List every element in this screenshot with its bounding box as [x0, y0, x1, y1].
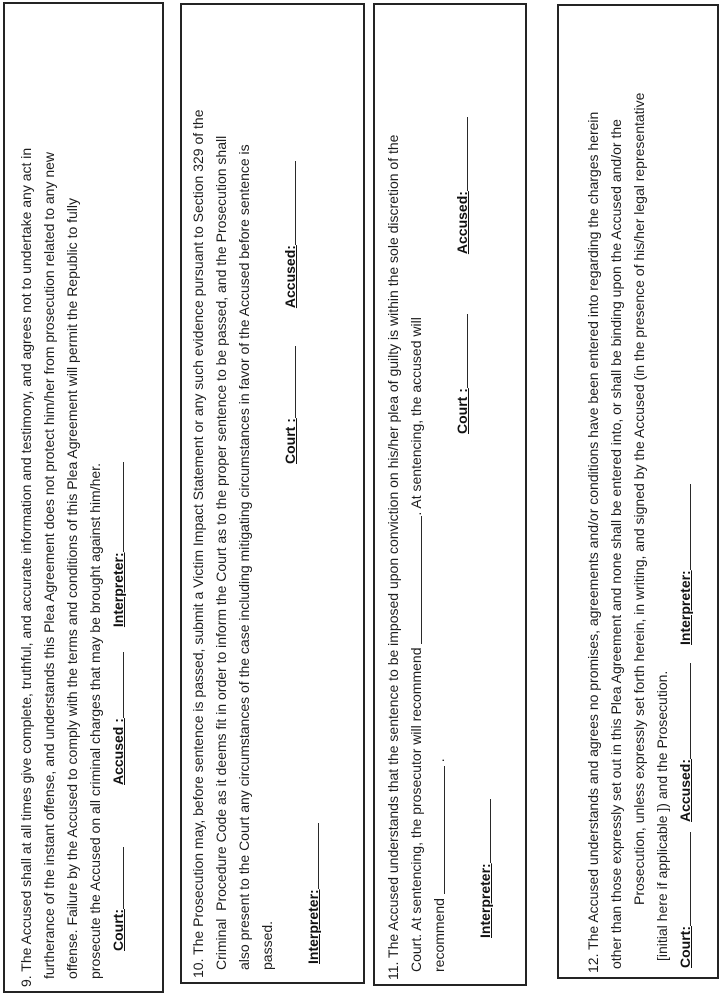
fill-in-blank-line — [477, 799, 491, 863]
signature-line — [279, 7, 302, 978]
spacer — [466, 254, 467, 314]
interpreter-label: Interpreter: — [677, 570, 693, 645]
section-10-box — [180, 3, 365, 984]
court-label: Court : — [454, 388, 470, 434]
spacer — [689, 822, 690, 832]
text-run: passed. — [259, 920, 275, 970]
plea-agreement-sections — [3, 0, 719, 1000]
signature-line — [302, 7, 325, 978]
text-run: 10. The Prosecution may, before sentence is passed, submit a Victim Impact Statement or any such evidence pursuant to Section 329 of the — [190, 109, 206, 978]
paragraph-line — [210, 7, 233, 978]
text-run: [initial here if applicable ]) and the Prosecution. — [654, 670, 670, 961]
text-run: offense. Failure by the Accused to comply with the terms and conditions of this Plea Agreement will permit the Republic to fully — [64, 197, 80, 979]
fill-in-blank-line — [110, 847, 124, 909]
interpreter-label: Interpreter: — [477, 863, 493, 938]
paragraph-line — [61, 6, 84, 987]
accused-label: Accused : — [110, 718, 126, 785]
court-label: Court: — [110, 909, 126, 951]
paragraph-line — [605, 8, 628, 973]
section-9-box — [3, 2, 164, 993]
paragraph-line — [405, 7, 428, 980]
fill-in-blank-line — [110, 652, 124, 718]
text-run: prosecute the Accused on all criminal charges that may be brought against him/her. — [87, 463, 103, 979]
text-run: recommend — [431, 894, 447, 972]
text-run: Court. At sentencing, the prosecutor will recommend — [408, 643, 424, 972]
section-11-box — [373, 3, 527, 986]
signature-line — [107, 6, 130, 987]
paragraph-line — [428, 7, 451, 980]
fill-in-blank-line — [408, 516, 422, 644]
spacer — [689, 645, 690, 663]
section-12-box — [557, 4, 719, 979]
accused-label: Accused: — [677, 758, 693, 822]
court-label: Court: — [677, 926, 693, 968]
text-run: 11. The Accused understands that the sentence to be imposed upon conviction on his/her plea of guilty is within the sole discretion of the — [385, 134, 401, 980]
text-run: Criminal Procedure Code as it deems fit in order to inform the Court as to the proper sentence to be passed, and the Prosecution shall — [213, 135, 229, 970]
text-run: other than those expressly set out in this Plea Agreement and none shall be entered into, or shall be binding upon the Accused and/or the — [608, 119, 624, 969]
paragraph-line — [233, 7, 256, 978]
paragraph-line — [38, 6, 61, 987]
paragraph-line — [651, 8, 674, 973]
spacer — [294, 308, 295, 346]
interpreter-label: Interpreter: — [305, 889, 321, 964]
signature-line — [474, 7, 497, 980]
fill-in-blank-line — [454, 314, 468, 388]
text-run: Prosecution, unless expressly set forth herein, in writing, and signed by the Accused (in the presence of his/her legal representative — [631, 92, 647, 905]
paragraph-line — [187, 7, 210, 978]
fill-in-blank-line — [305, 823, 319, 889]
spacer — [122, 627, 123, 652]
signature-line — [451, 7, 474, 980]
paragraph-line — [15, 6, 38, 987]
paragraph-line — [582, 8, 605, 973]
paragraph-line — [382, 7, 405, 980]
paragraph-line — [84, 6, 107, 987]
interpreter-label: Interpreter: — [110, 552, 126, 628]
fill-in-blank-line — [282, 161, 296, 245]
text-run: . — [431, 758, 447, 767]
fill-in-blank-line — [431, 766, 445, 894]
signature-line — [674, 8, 697, 973]
fill-in-blank-line — [677, 484, 691, 570]
paragraph-line — [256, 7, 279, 978]
fill-in-blank-line — [282, 346, 296, 418]
fill-in-blank-line — [677, 663, 691, 759]
fill-in-blank-line — [110, 462, 124, 552]
court-label: Court : — [282, 418, 298, 464]
spacer — [122, 785, 123, 847]
text-run: . At sentencing, the accused will — [408, 317, 424, 516]
fill-in-blank-line — [454, 117, 468, 191]
text-run: also present to the Court any circumstances of the case including mitigating circumstances in favor of the Accused before sentence is — [236, 144, 252, 970]
text-run: 12. The Accused understands and agrees no promises, agreements and/or conditions have been entered into regarding the charges herein — [585, 111, 601, 973]
fill-in-blank-line — [677, 832, 691, 926]
accused-label: Accused: — [454, 191, 470, 255]
accused-label: Accused: — [282, 245, 298, 309]
text-run: 9. The Accused shall at all times give complete, truthful, and accurate information and testimony, and agrees not to undertake any act in — [18, 147, 34, 987]
paragraph-line — [628, 8, 651, 973]
text-run: furtherance of the instant offense, and understands this Plea Agreement does not protect him/her from prosecution related to any new — [41, 151, 57, 979]
